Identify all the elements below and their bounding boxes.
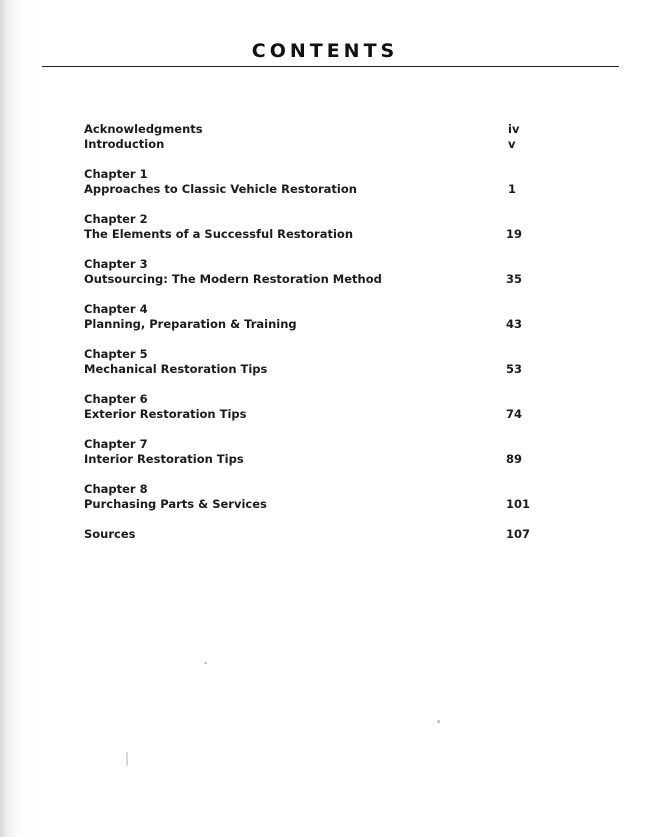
chapter-label: Chapter 6 [84,392,148,406]
chapter-title: Exterior Restoration Tips [84,407,247,421]
page-number: v [508,137,516,151]
entry-title: Sources [84,527,136,541]
toc-entry-chapter-5[interactable] [84,347,534,377]
page-number: 1 [508,182,517,196]
toc-entry-chapter-6[interactable] [84,392,534,422]
chapter-title: Planning, Preparation & Training [84,317,297,331]
page-number: 35 [506,272,523,286]
chapter-label: Chapter 4 [84,302,148,316]
table-of-contents [84,122,534,542]
chapter-label: Chapter 5 [84,347,148,361]
toc-entry-chapter-7[interactable] [84,437,534,467]
page-number: 107 [506,527,531,541]
chapter-label: Chapter 7 [84,437,148,451]
chapter-title: Approaches to Classic Vehicle Restoration [84,182,357,196]
chapter-title: Outsourcing: The Modern Restoration Method [84,272,382,286]
chapter-label: Chapter 8 [84,482,148,496]
entry-title: Introduction [84,137,165,151]
toc-entry-acknowledgments[interactable] [84,122,534,137]
page-number: 74 [506,407,523,421]
chapter-title: Purchasing Parts & Services [84,497,267,511]
paper-speck [204,662,207,664]
toc-entry-chapter-8[interactable] [84,482,534,512]
title-rule [42,66,619,67]
paper-speck [437,720,440,723]
chapter-label: Chapter 1 [84,167,148,181]
page-number: 89 [506,452,523,466]
toc-entry-chapter-2[interactable] [84,212,534,242]
page-number: 53 [506,362,523,376]
chapter-label: Chapter 3 [84,257,148,271]
paper-mark [126,752,128,766]
page-number: 101 [506,497,531,511]
page-title: CONTENTS [251,40,399,62]
chapter-label: Chapter 2 [84,212,148,226]
toc-entry-chapter-1[interactable] [84,167,534,197]
chapter-title: Mechanical Restoration Tips [84,362,268,376]
page-number: iv [508,122,520,136]
chapter-title: The Elements of a Successful Restoration [84,227,354,241]
toc-entry-chapter-3[interactable] [84,257,534,287]
toc-entry-chapter-4[interactable] [84,302,534,332]
page-number: 43 [506,317,523,331]
page-number: 19 [506,227,523,241]
entry-title: Acknowledgments [84,122,203,136]
toc-entry-introduction[interactable] [84,137,534,152]
toc-entry-sources[interactable] [84,527,534,542]
chapter-title: Interior Restoration Tips [84,452,244,466]
